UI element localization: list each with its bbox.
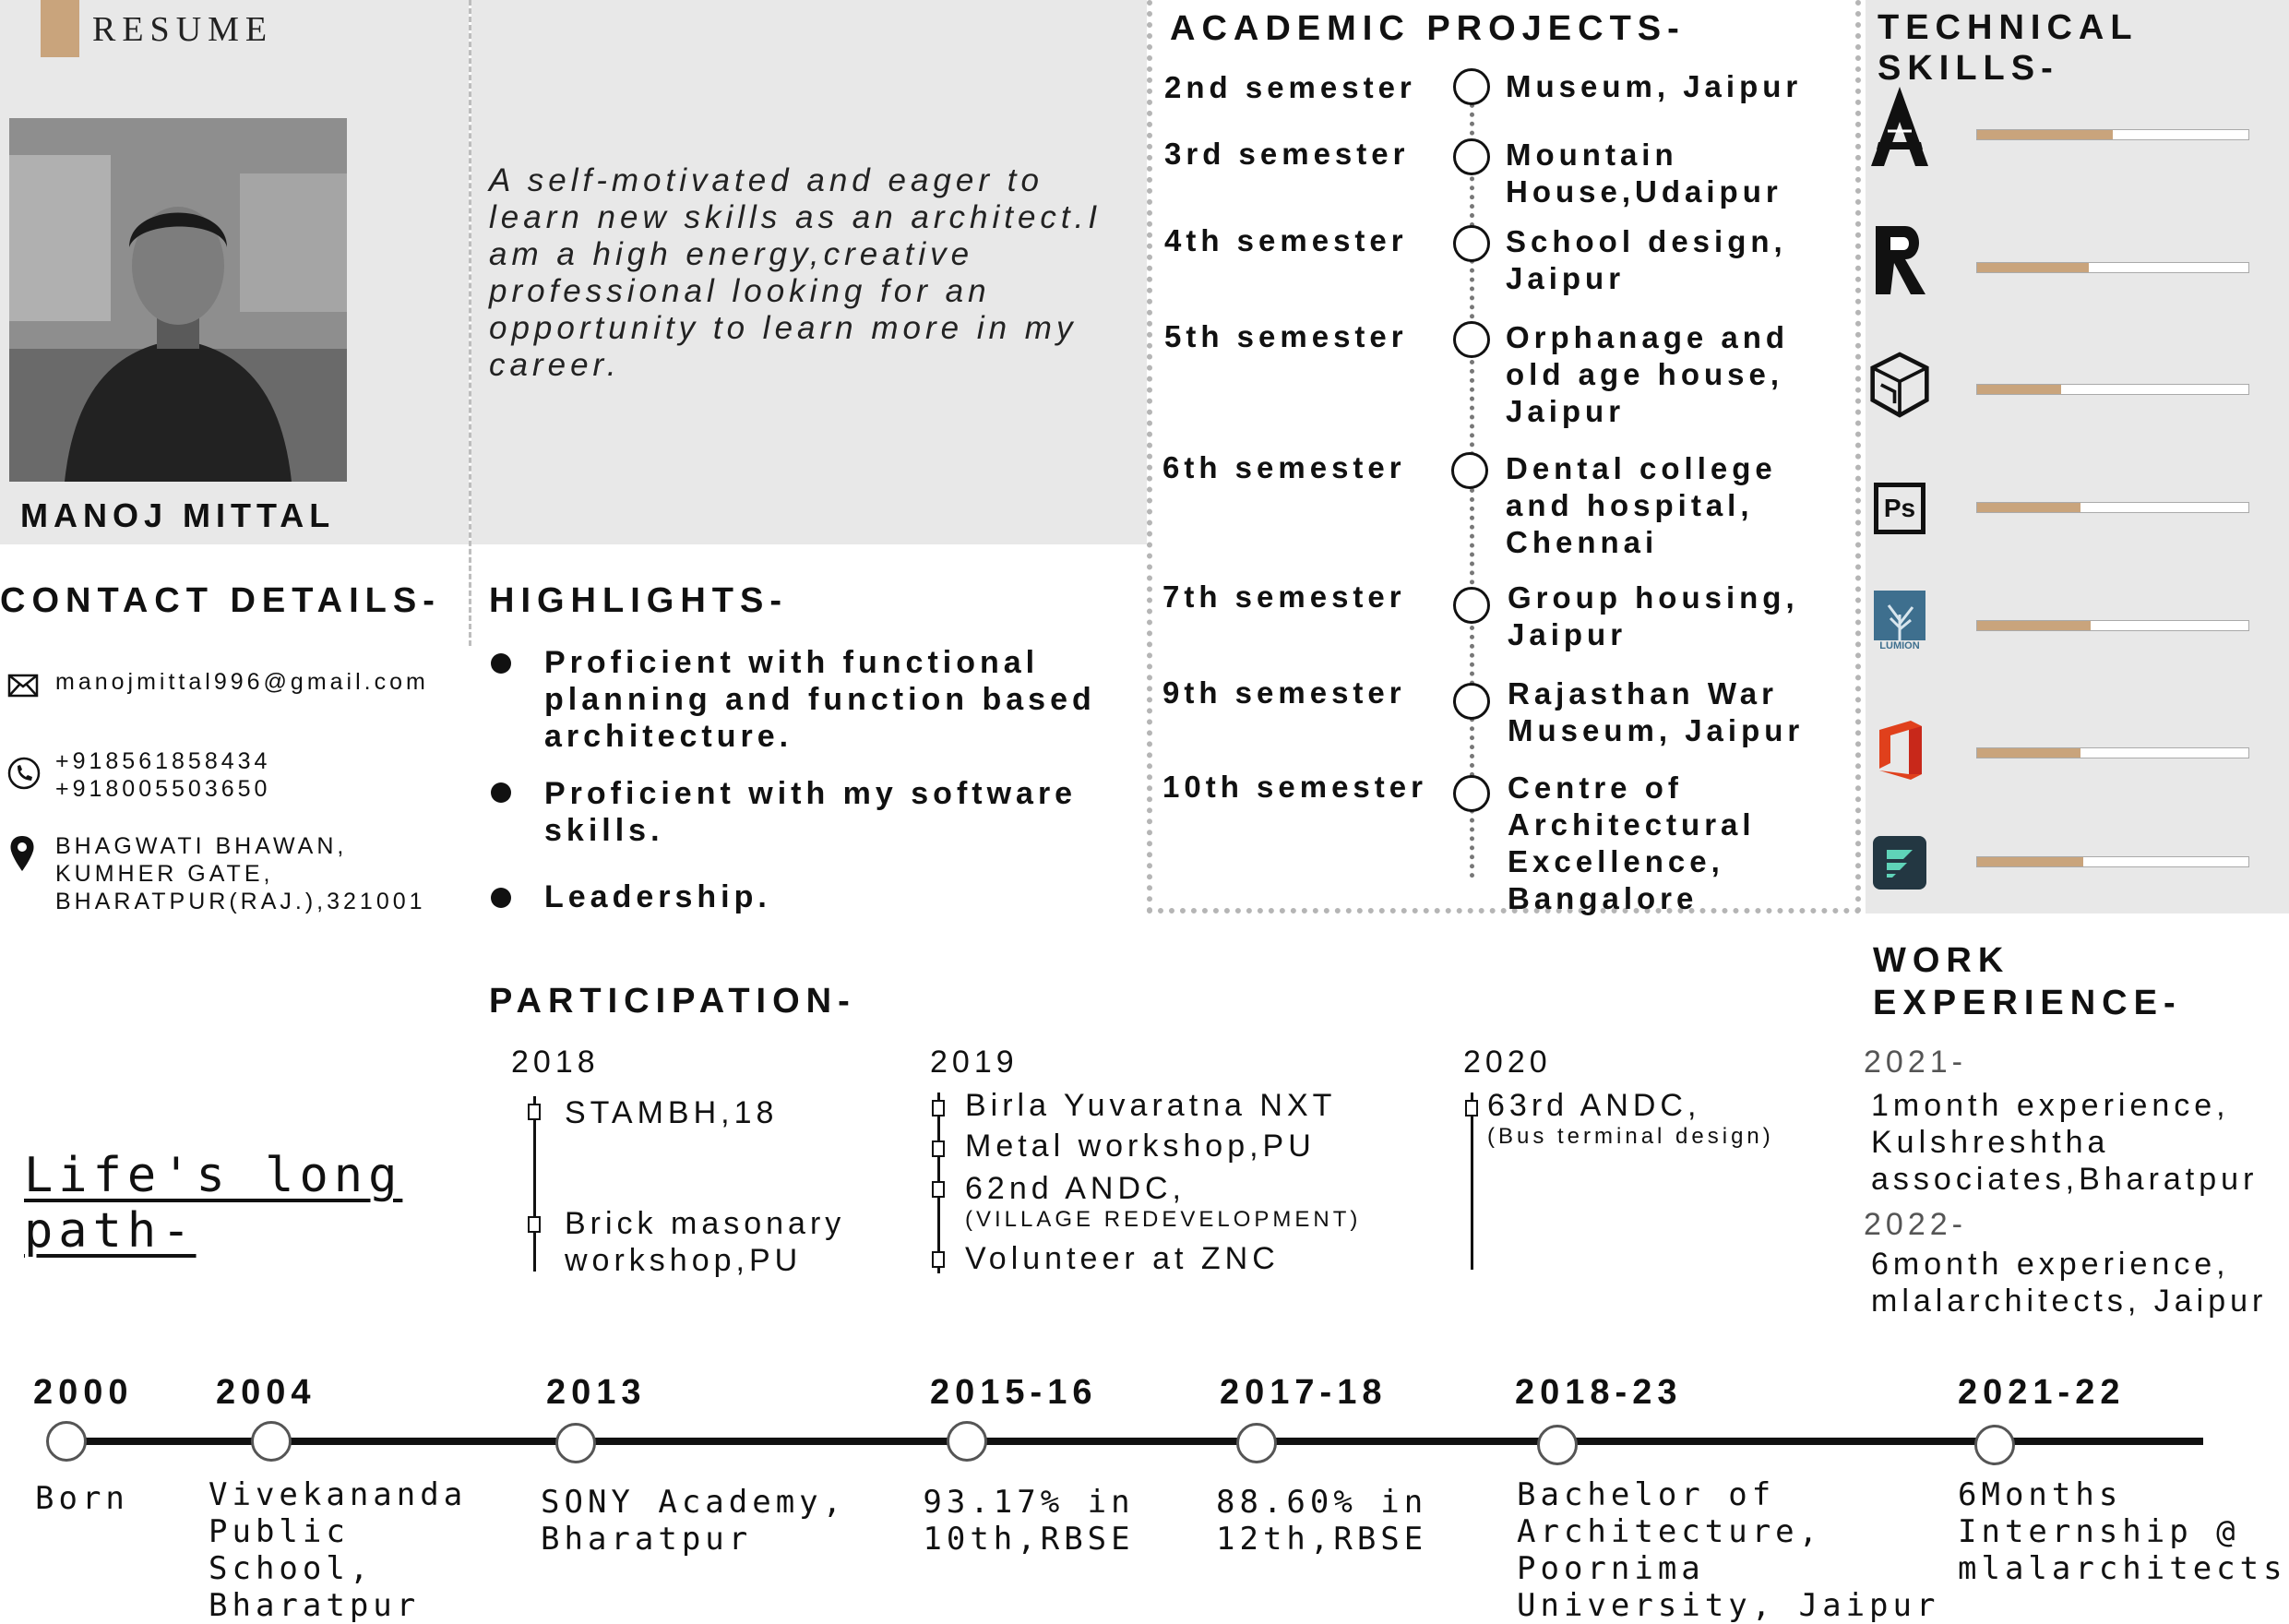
skill-bar-fill: [1977, 503, 2080, 512]
semester-label: 4th semester: [1164, 223, 1408, 257]
life-timeline-line: [63, 1438, 2203, 1445]
candidate-name: MANOJ MITTAL: [20, 496, 336, 534]
skill-bar-revit: [1976, 262, 2249, 273]
semester-label: 5th semester: [1164, 319, 1408, 353]
technical-skills-title: [1878, 7, 2139, 89]
work-year: 2022-: [1864, 1207, 1967, 1242]
skill-bar-office: [1976, 747, 2249, 758]
highlight-item: Proficient with my software skills.: [544, 776, 1078, 848]
work-title-line1: WORK: [1873, 941, 2010, 980]
bullet-dot: [491, 888, 511, 908]
participation-tick: [932, 1181, 945, 1198]
timeline-node: [1236, 1423, 1277, 1463]
work-experience-title: [1873, 939, 2182, 1024]
filmora-logo: [1873, 836, 1926, 890]
participation-line: [1471, 1093, 1473, 1270]
participation-tick: [932, 1140, 945, 1157]
location-pin-icon: [9, 834, 35, 878]
academic-projects-title: ACADEMIC PROJECTS-: [1170, 9, 1686, 48]
participation-item: 62nd ANDC,: [965, 1171, 1186, 1206]
skill-bar-fill: [1977, 857, 2083, 866]
work-year: 2021-: [1864, 1045, 1967, 1080]
phone-icon: [7, 757, 41, 794]
semester-label: 9th semester: [1162, 675, 1406, 710]
participation-tick: [932, 1100, 945, 1116]
lifes-long-path-title: [24, 1148, 402, 1259]
participation-item: workshop,PU: [565, 1243, 803, 1278]
skill-bar-lumion: [1976, 620, 2249, 631]
skill-bar-fill: [1977, 263, 2089, 272]
work-title-line2: EXPERIENCE-: [1873, 984, 2182, 1022]
vertical-separator: [469, 0, 471, 646]
participation-item: 63rd ANDC,: [1487, 1088, 1701, 1123]
participation-item: STAMBH,18: [565, 1095, 779, 1130]
photoshop-label: Ps: [1874, 483, 1925, 534]
address-line-3: BHARATPUR(RAJ.),321001: [55, 889, 426, 914]
timeline-node: [251, 1421, 292, 1462]
project-name: Rajasthan War Museum, Jaipur: [1508, 676, 1805, 747]
timeline-node: [46, 1421, 87, 1462]
skill-bar-photoshop: [1976, 502, 2249, 513]
participation-subtext: (Bus terminal design): [1487, 1124, 1774, 1149]
timeline-node: [1453, 587, 1490, 624]
address-line-2: KUMHER GATE,: [55, 861, 274, 887]
revit-icon: [1869, 229, 1930, 290]
participation-year: 2020: [1463, 1045, 1552, 1080]
accent-bar: [41, 0, 79, 57]
skill-bar-fill: [1977, 130, 2113, 139]
timeline-node: [1453, 775, 1490, 812]
skill-bar-fill: [1977, 621, 2091, 630]
skill-bar-sketchup: [1976, 384, 2249, 395]
timeline-year: 2000: [33, 1373, 134, 1412]
skill-bar-fill: [1977, 385, 2061, 394]
project-name: Orphanage and old age house, Jaipur: [1506, 320, 1790, 428]
timeline-year: 2013: [546, 1373, 647, 1412]
bullet-dot: [491, 653, 511, 674]
participation-year: 2018: [511, 1045, 600, 1080]
lumion-icon: [1869, 591, 1930, 651]
semester-label: 7th semester: [1162, 579, 1406, 614]
profile-photo: [9, 118, 347, 482]
participation-tick: [932, 1251, 945, 1268]
skill-bar-filmora: [1976, 856, 2249, 867]
timeline-node: [1453, 321, 1490, 358]
skill-bar-autocad: [1976, 129, 2249, 140]
participation-line: [533, 1096, 536, 1272]
skill-bar-fill: [1977, 748, 2080, 758]
participation-tick: [528, 1104, 541, 1120]
participation-item: Metal workshop,PU: [965, 1128, 1316, 1164]
photoshop-icon: [1869, 478, 1930, 539]
about-text: A self-motivated and eager to learn new skills as an architect.I am a high energy,creative professional looking for an opportunity to learn more in my career.: [489, 162, 1103, 383]
timeline-description: 88.60% in 12th,RBSE: [1216, 1484, 1428, 1558]
bullet-dot: [491, 782, 511, 803]
filmora-icon: [1869, 832, 1930, 893]
participation-tick: [528, 1216, 541, 1233]
work-description: 6month experience, mlalarchitects, Jaipur: [1871, 1247, 2268, 1319]
project-name: Group housing, Jaipur: [1508, 580, 1799, 651]
email-text[interactable]: manojmittal996@gmail.com: [55, 669, 429, 695]
life-line-2: path-: [24, 1203, 197, 1259]
timeline-node: [1453, 225, 1490, 262]
timeline-node: [947, 1421, 987, 1462]
project-name: Mountain House,Udaipur: [1506, 137, 1782, 209]
timeline-year: 2017-18: [1220, 1373, 1388, 1412]
semester-label: 2nd semester: [1164, 70, 1416, 104]
timeline-node: [1453, 68, 1490, 105]
timeline-description: SONY Academy, Bharatpur: [541, 1484, 847, 1558]
participation-item: Brick masonary: [565, 1206, 846, 1241]
address-line-1: BHAGWATI BHAWAN,: [55, 833, 348, 859]
highlights-title: HIGHLIGHTS-: [489, 581, 788, 620]
project-name: Centre of Architectural Excellence, Bangalore: [1508, 770, 1756, 915]
timeline-year: 2015-16: [930, 1373, 1098, 1412]
timeline-year: 2021-22: [1958, 1373, 2126, 1412]
timeline-node: [1537, 1425, 1578, 1465]
sketchup-icon: [1869, 354, 1930, 415]
timeline-node: [1974, 1425, 2015, 1465]
participation-subtext: (VILLAGE REDEVELOPMENT): [965, 1207, 1362, 1232]
timeline-description: Vivekananda Public School, Bharatpur: [209, 1476, 468, 1624]
highlight-item: Proficient with functional planning and function based architecture.: [544, 645, 1096, 754]
resume-title: RESUME: [92, 10, 274, 49]
lumion-label: LUMION: [1879, 640, 1920, 651]
participation-title: PARTICIPATION-: [489, 982, 856, 1021]
project-name: Museum, Jaipur: [1506, 69, 1803, 103]
semester-label: 6th semester: [1162, 450, 1406, 484]
project-name: School design, Jaipur: [1506, 224, 1787, 295]
contact-title: CONTACT DETAILS-: [0, 581, 441, 620]
participation-tick: [1465, 1100, 1478, 1116]
phone-number-2: +918005503650: [55, 776, 271, 802]
timeline-description: Bachelor of Architecture, Poornima University, Jaipur: [1517, 1476, 1940, 1624]
timeline-node: [555, 1423, 596, 1463]
project-name: Dental college and hospital, Chennai: [1506, 451, 1777, 559]
timeline-description: Born: [35, 1480, 129, 1517]
participation-item: Volunteer at ZNC: [965, 1241, 1280, 1276]
semester-label: 10th semester: [1162, 770, 1427, 804]
timeline-node: [1453, 138, 1490, 175]
timeline-node: [1451, 452, 1488, 489]
work-description: 1month experience, Kulshreshtha associates,Bharatpur: [1871, 1088, 2259, 1197]
timeline-node: [1453, 683, 1490, 720]
technical-skills-title-line2: SKILLS-: [1878, 49, 2059, 88]
autocad-icon: [1869, 96, 1930, 157]
timeline-year: 2004: [216, 1373, 316, 1412]
technical-skills-title-line1: TECHNICAL: [1878, 8, 2139, 47]
participation-item: Birla Yuvaratna NXT: [965, 1088, 1337, 1123]
phone-number-1: +918561858434: [55, 748, 271, 774]
timeline-description: 93.17% in 10th,RBSE: [923, 1484, 1135, 1558]
life-line-1: Life's long: [24, 1148, 403, 1203]
email-icon: [7, 674, 39, 702]
highlight-item: Leadership.: [544, 879, 771, 914]
lumion-logo: [1874, 591, 1925, 640]
office-icon: [1869, 720, 1930, 781]
timeline-year: 2018-23: [1515, 1373, 1683, 1412]
participation-year: 2019: [930, 1045, 1019, 1080]
semester-label: 3rd semester: [1164, 137, 1410, 171]
timeline-description: 6Months Internship @ mlalarchitects: [1958, 1476, 2287, 1587]
